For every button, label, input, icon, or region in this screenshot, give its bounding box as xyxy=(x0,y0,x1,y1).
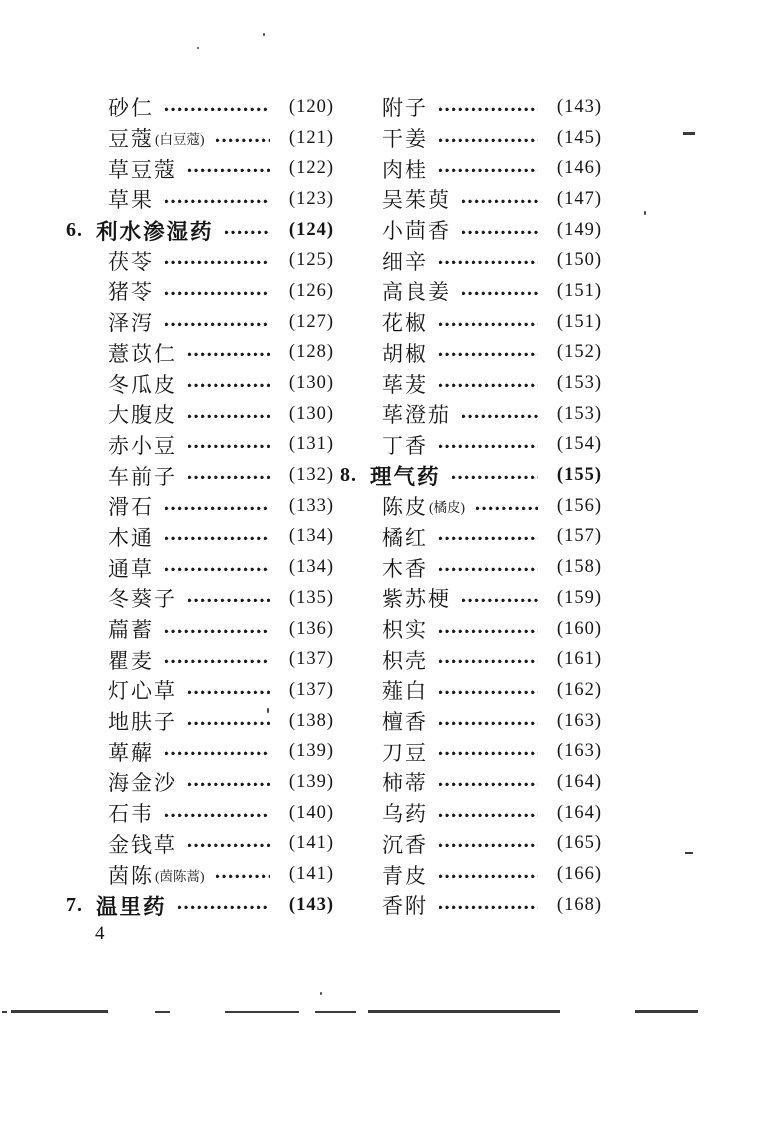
dotted-leader xyxy=(438,690,538,695)
entry-page-number: (120) xyxy=(288,96,334,117)
entry-name: 温里药 xyxy=(96,894,167,919)
entry-name: 陈皮 xyxy=(382,495,428,520)
dotted-leader xyxy=(187,414,270,419)
dotted-leader xyxy=(187,444,270,449)
toc-item-row xyxy=(66,767,334,798)
scan-artifact-speck xyxy=(263,33,265,36)
dotted-leader xyxy=(177,905,270,910)
entry-name: 薤白 xyxy=(382,679,428,704)
dotted-leader xyxy=(164,260,270,265)
entry-page-number: (160) xyxy=(556,618,602,639)
entry-name: 细辛 xyxy=(382,249,428,274)
entry-name: 茯苓 xyxy=(108,249,154,274)
toc-item-row xyxy=(66,859,334,890)
dotted-leader xyxy=(438,843,538,848)
entry-page-number: (128) xyxy=(288,342,334,363)
entry-page-number: (152) xyxy=(556,342,602,363)
entry-page-number: (143) xyxy=(288,894,334,915)
dotted-leader xyxy=(164,813,270,818)
dotted-leader xyxy=(187,475,270,480)
dotted-leader xyxy=(461,414,538,419)
entry-page-number: (146) xyxy=(556,158,602,179)
entry-alias: (茵陈蒿) xyxy=(155,868,205,884)
entry-name: 草豆蔻 xyxy=(108,157,177,182)
entry-name: 柿蒂 xyxy=(382,771,428,796)
toc-item-row xyxy=(340,123,602,154)
toc-item-row xyxy=(66,706,334,737)
toc-item-row xyxy=(340,736,602,767)
entry-page-number: (150) xyxy=(556,250,602,271)
entry-page-number: (162) xyxy=(556,679,602,700)
entry-page-number: (137) xyxy=(288,679,334,700)
toc-item-row xyxy=(340,215,602,246)
entry-name: 滑石 xyxy=(108,495,154,520)
scan-artifact-line xyxy=(11,1010,108,1013)
entry-name: 附子 xyxy=(382,96,428,121)
dotted-leader xyxy=(438,567,538,572)
entry-name: 吴茱萸 xyxy=(382,188,451,213)
entry-name: 茵陈 xyxy=(108,863,154,888)
entry-page-number: (140) xyxy=(288,802,334,823)
toc-section-row xyxy=(66,215,334,246)
dotted-leader xyxy=(215,138,271,143)
entry-name: 大腹皮 xyxy=(108,403,177,428)
toc-item-row xyxy=(66,368,334,399)
entry-name: 草果 xyxy=(108,188,154,213)
scan-artifact-line xyxy=(368,1010,560,1013)
toc-item-row xyxy=(340,675,602,706)
toc-item-row xyxy=(340,276,602,307)
entry-name: 高良姜 xyxy=(382,280,451,305)
entry-page-number: (145) xyxy=(556,127,602,148)
dotted-leader xyxy=(438,721,538,726)
dotted-leader xyxy=(164,629,270,634)
entry-name: 枳实 xyxy=(382,618,428,643)
dotted-leader xyxy=(164,107,270,112)
entry-page-number: (153) xyxy=(556,403,602,424)
toc-item-row xyxy=(340,491,602,522)
toc-item-row xyxy=(340,798,602,829)
entry-name: 泽泻 xyxy=(108,311,154,336)
entry-page-number: (164) xyxy=(556,802,602,823)
dotted-leader xyxy=(215,874,271,879)
entry-name: 豆蔻 xyxy=(108,127,154,152)
toc-item-row xyxy=(340,92,602,123)
dotted-leader xyxy=(438,659,538,664)
entry-page-number: (130) xyxy=(288,373,334,394)
toc-item-row xyxy=(66,491,334,522)
dotted-leader xyxy=(438,322,538,327)
dotted-leader xyxy=(461,230,538,235)
dotted-leader xyxy=(164,291,270,296)
entry-page-number: (136) xyxy=(288,618,334,639)
entry-page-number: (132) xyxy=(288,465,334,486)
dotted-leader xyxy=(187,843,270,848)
entry-name: 地肤子 xyxy=(108,710,177,735)
dotted-leader xyxy=(438,629,538,634)
entry-name: 檀香 xyxy=(382,710,428,735)
toc-item-row xyxy=(340,706,602,737)
dotted-leader xyxy=(438,874,538,879)
entry-name: 青皮 xyxy=(382,863,428,888)
entry-page-number: (156) xyxy=(556,495,602,516)
dotted-leader xyxy=(164,506,270,511)
entry-name: 胡椒 xyxy=(382,341,428,366)
dotted-leader xyxy=(164,322,270,327)
dotted-leader xyxy=(461,199,538,204)
entry-name: 砂仁 xyxy=(108,96,154,121)
entry-page-number: (135) xyxy=(288,587,334,608)
entry-name: 花椒 xyxy=(382,311,428,336)
entry-page-number: (124) xyxy=(288,219,334,240)
entry-name: 灯心草 xyxy=(108,679,177,704)
toc-item-row xyxy=(66,552,334,583)
toc-item-row xyxy=(66,338,334,369)
toc-item-row xyxy=(340,368,602,399)
entry-name: 通草 xyxy=(108,556,154,581)
entry-page-number: (127) xyxy=(288,311,334,332)
dotted-leader xyxy=(461,598,538,603)
toc-item-row xyxy=(340,399,602,430)
toc-item-row xyxy=(340,644,602,675)
entry-page-number: (166) xyxy=(556,864,602,885)
toc-item-row xyxy=(340,338,602,369)
toc-item-row xyxy=(340,767,602,798)
scan-artifact-speck xyxy=(644,211,646,215)
toc-item-row xyxy=(340,245,602,276)
entry-page-number: (134) xyxy=(288,557,334,578)
entry-page-number: (131) xyxy=(288,434,334,455)
toc-item-row xyxy=(66,92,334,123)
entry-page-number: (141) xyxy=(288,833,334,854)
entry-name: 瞿麦 xyxy=(108,648,154,673)
toc-item-row xyxy=(66,829,334,860)
entry-page-number: (165) xyxy=(556,833,602,854)
toc-item-row xyxy=(66,245,334,276)
dotted-leader xyxy=(164,536,270,541)
toc-item-row xyxy=(66,307,334,338)
entry-name: 冬葵子 xyxy=(108,587,177,612)
dotted-leader xyxy=(164,659,270,664)
section-number: 6. xyxy=(66,218,83,241)
toc-item-row xyxy=(66,399,334,430)
scan-artifact-line xyxy=(315,1011,356,1013)
toc-item-row xyxy=(340,522,602,553)
scan-artifact-line xyxy=(635,1010,698,1013)
entry-page-number: (151) xyxy=(556,311,602,332)
entry-name: 香附 xyxy=(382,894,428,919)
entry-name: 荜澄茄 xyxy=(382,403,451,428)
entry-name: 乌药 xyxy=(382,802,428,827)
scan-artifact-line xyxy=(2,1011,7,1013)
dotted-leader xyxy=(461,291,538,296)
entry-name: 肉桂 xyxy=(382,157,428,182)
entry-name: 萆薢 xyxy=(108,740,154,765)
entry-name: 木通 xyxy=(108,525,154,550)
entry-page-number: (134) xyxy=(288,526,334,547)
toc-item-row xyxy=(66,614,334,645)
toc-section-row xyxy=(66,890,334,921)
dotted-leader xyxy=(438,383,538,388)
dotted-leader xyxy=(187,690,270,695)
entry-name: 理气药 xyxy=(370,465,441,490)
toc-item-row xyxy=(340,184,602,215)
entry-page-number: (157) xyxy=(556,526,602,547)
entry-name: 海金沙 xyxy=(108,771,177,796)
dotted-leader xyxy=(451,475,538,480)
entry-page-number: (161) xyxy=(556,649,602,670)
dotted-leader xyxy=(164,199,270,204)
entry-name: 金钱草 xyxy=(108,832,177,857)
dotted-leader xyxy=(164,751,270,756)
dotted-leader xyxy=(187,352,270,357)
toc-item-row xyxy=(340,430,602,461)
toc-item-row xyxy=(66,276,334,307)
dotted-leader xyxy=(187,721,270,726)
dotted-leader xyxy=(438,782,538,787)
toc-item-row xyxy=(340,829,602,860)
entry-name: 小茴香 xyxy=(382,219,451,244)
scan-artifact-line xyxy=(155,1011,170,1013)
entry-page-number: (130) xyxy=(288,403,334,424)
entry-name: 沉香 xyxy=(382,832,428,857)
entry-page-number: (163) xyxy=(556,741,602,762)
entry-page-number: (155) xyxy=(556,465,602,486)
toc-item-row xyxy=(66,460,334,491)
dotted-leader xyxy=(438,536,538,541)
entry-page-number: (138) xyxy=(288,710,334,731)
dotted-leader xyxy=(187,168,270,173)
entry-name: 枳壳 xyxy=(382,648,428,673)
entry-page-number: (122) xyxy=(288,158,334,179)
toc-section-row xyxy=(340,460,602,491)
toc-item-row xyxy=(66,736,334,767)
dotted-leader xyxy=(438,751,538,756)
entry-name: 赤小豆 xyxy=(108,433,177,458)
entry-page-number: (151) xyxy=(556,280,602,301)
entry-page-number: (163) xyxy=(556,710,602,731)
toc-column-right xyxy=(340,92,602,921)
toc-item-row xyxy=(66,184,334,215)
entry-name: 萹蓄 xyxy=(108,618,154,643)
scan-artifact-dash xyxy=(683,132,695,135)
dotted-leader xyxy=(187,383,270,388)
toc-item-row xyxy=(340,583,602,614)
dotted-leader xyxy=(438,107,538,112)
entry-page-number: (139) xyxy=(288,771,334,792)
entry-name: 薏苡仁 xyxy=(108,341,177,366)
entry-page-number: (149) xyxy=(556,219,602,240)
toc-item-row xyxy=(66,675,334,706)
dotted-leader xyxy=(438,352,538,357)
entry-page-number: (147) xyxy=(556,188,602,209)
entry-page-number: (126) xyxy=(288,280,334,301)
toc-item-row xyxy=(66,583,334,614)
dotted-leader xyxy=(187,598,270,603)
dotted-leader xyxy=(224,230,270,235)
dotted-leader xyxy=(438,138,538,143)
entry-page-number: (125) xyxy=(288,250,334,271)
scan-artifact-line xyxy=(225,1011,299,1013)
toc-item-row xyxy=(66,522,334,553)
toc-item-row xyxy=(66,644,334,675)
scan-artifact-speck xyxy=(267,708,269,713)
dotted-leader xyxy=(164,567,270,572)
dotted-leader xyxy=(187,782,270,787)
scan-artifact-speck xyxy=(197,47,199,49)
dotted-leader xyxy=(438,168,538,173)
dotted-leader xyxy=(438,905,538,910)
toc-item-row xyxy=(340,614,602,645)
entry-name: 紫苏梗 xyxy=(382,587,451,612)
dotted-leader xyxy=(438,813,538,818)
scan-artifact-dash xyxy=(685,852,693,854)
entry-name: 石韦 xyxy=(108,802,154,827)
entry-page-number: (159) xyxy=(556,587,602,608)
toc-item-row xyxy=(66,153,334,184)
entry-page-number: (143) xyxy=(556,96,602,117)
entry-alias: (白豆蔻) xyxy=(155,132,205,148)
entry-name: 丁香 xyxy=(382,433,428,458)
toc-item-row xyxy=(340,552,602,583)
section-number: 7. xyxy=(66,893,83,916)
dotted-leader xyxy=(475,506,538,511)
entry-name: 干姜 xyxy=(382,127,428,152)
entry-page-number: (154) xyxy=(556,434,602,455)
entry-alias: (橘皮) xyxy=(429,500,465,516)
entry-page-number: (133) xyxy=(288,495,334,516)
toc-column-left xyxy=(66,92,334,921)
entry-page-number: (168) xyxy=(556,894,602,915)
entry-name: 猪苓 xyxy=(108,280,154,305)
toc-item-row xyxy=(66,798,334,829)
entry-page-number: (158) xyxy=(556,557,602,578)
entry-name: 车前子 xyxy=(108,464,177,489)
entry-name: 木香 xyxy=(382,556,428,581)
entry-page-number: (164) xyxy=(556,771,602,792)
toc-item-row xyxy=(340,153,602,184)
entry-name: 利水渗湿药 xyxy=(96,219,214,244)
dotted-leader xyxy=(438,260,538,265)
entry-page-number: (137) xyxy=(288,649,334,670)
entry-name: 刀豆 xyxy=(382,740,428,765)
entry-name: 冬瓜皮 xyxy=(108,372,177,397)
entry-name: 橘红 xyxy=(382,525,428,550)
entry-page-number: (121) xyxy=(288,127,334,148)
toc-item-row xyxy=(66,430,334,461)
entry-page-number: (139) xyxy=(288,741,334,762)
entry-page-number: (123) xyxy=(288,188,334,209)
entry-page-number: (153) xyxy=(556,373,602,394)
section-number: 8. xyxy=(340,464,357,487)
entry-page-number: (141) xyxy=(288,864,334,885)
entry-name: 荜茇 xyxy=(382,372,428,397)
toc-item-row xyxy=(340,890,602,921)
scan-artifact-speck xyxy=(320,992,322,995)
page-number: 4 xyxy=(95,923,105,944)
toc-item-row xyxy=(340,307,602,338)
toc-item-row xyxy=(66,123,334,154)
dotted-leader xyxy=(438,444,538,449)
toc-item-row xyxy=(340,859,602,890)
